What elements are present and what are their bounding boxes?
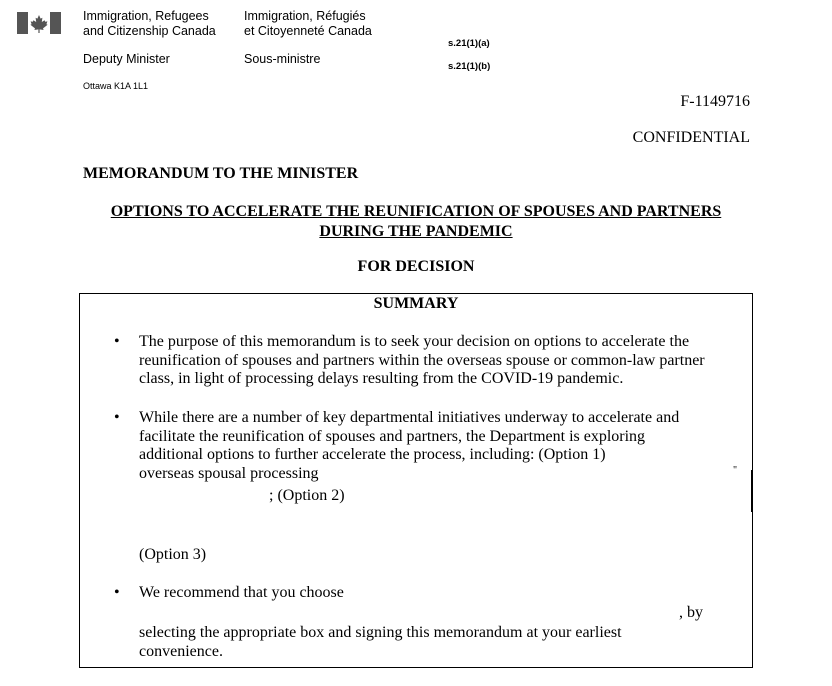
bullet-3-line1: We recommend that you choose — [139, 584, 344, 601]
department-name-french-line2: et Citoyenneté Canada — [244, 24, 372, 38]
summary-heading: SUMMARY — [373, 295, 459, 312]
bullet-2-option-2: ; (Option 2) — [269, 487, 345, 504]
department-name-french — [244, 9, 372, 39]
bullet-3-by: , by — [679, 604, 703, 621]
bullet-1-line: The purpose of this memorandum is to seek your decision on options to accelerate the — [139, 333, 690, 350]
memo-subject-line1: OPTIONS TO ACCELERATE THE REUNIFICATION OF SPOUSES AND PARTNERS — [110, 203, 722, 220]
department-name-english — [83, 9, 216, 39]
redaction-mark: " — [733, 465, 738, 476]
classification-label: CONFIDENTIAL — [632, 129, 750, 146]
memo-heading: MEMORANDUM TO THE MINISTER — [83, 165, 359, 182]
bullet-2-text — [139, 409, 679, 483]
file-number: F-1149716 — [680, 93, 750, 110]
bullet-1-line: reunification of spouses and partners within the overseas spouse or common-law partner — [139, 351, 705, 369]
memo-subject — [82, 202, 750, 242]
bullet-3-line: convenience. — [139, 642, 223, 660]
role-french: Sous-ministre — [244, 52, 321, 66]
bullet-1-text — [139, 333, 705, 389]
department-name-french-line1: Immigration, Réfugiés — [244, 9, 366, 23]
bullet-3-text — [139, 624, 622, 661]
role-english: Deputy Minister — [83, 52, 170, 66]
bullet-2-option-3: (Option 3) — [139, 546, 207, 563]
bullet-2-dot: • — [114, 409, 120, 426]
redaction-code-2: s.21(1)(b) — [448, 61, 491, 72]
department-name-english-line1: Immigration, Refugees — [83, 9, 209, 23]
redaction-code-1: s.21(1)(a) — [448, 38, 490, 49]
bullet-3-dot: • — [114, 584, 120, 601]
bullet-2-line: While there are a number of key departmental initiatives underway to accelerate and — [139, 409, 680, 426]
office-address: Ottawa K1A 1L1 — [83, 81, 149, 91]
bullet-2-line: overseas spousal processing — [139, 464, 319, 482]
memo-subject-line2: DURING THE PANDEMIC — [319, 223, 513, 240]
bullet-2-line: facilitate the reunification of spouses and partners, the Department is exploring — [139, 427, 646, 445]
bullet-1-dot: • — [114, 333, 120, 350]
department-name-english-line2: and Citizenship Canada — [83, 24, 216, 38]
for-decision-label: FOR DECISION — [357, 258, 475, 275]
canada-flag-icon — [17, 12, 61, 34]
redaction-edge — [751, 470, 752, 512]
bullet-1-line: class, in light of processing delays resulting from the COVID-19 pandemic. — [139, 370, 624, 387]
bullet-3-line: selecting the appropriate box and signing this memorandum at your earliest — [139, 624, 622, 641]
bullet-2-line: additional options to further accelerate the process, including: (Option 1) — [139, 446, 606, 463]
